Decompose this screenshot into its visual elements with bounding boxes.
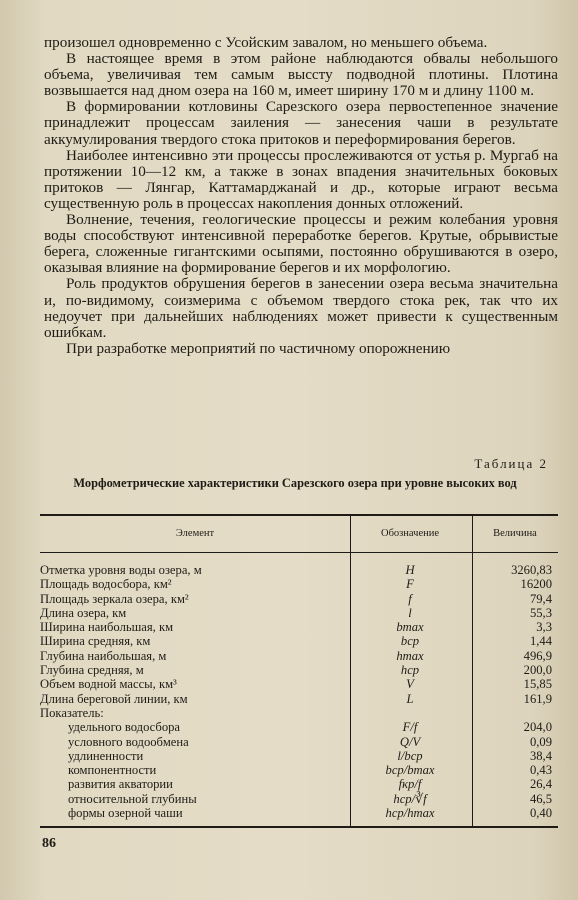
table-row [40, 634, 558, 648]
row-symbol: bср [400, 634, 420, 649]
row-value: 16200 [520, 577, 552, 592]
row-element: Глубина средняя, м [40, 663, 144, 678]
row-symbol: hср/∛f [393, 791, 427, 806]
header-element: Элемент [175, 528, 215, 539]
table-row [40, 606, 558, 620]
row-element: относительной глубины [68, 791, 197, 806]
row-symbol: Q/V [399, 734, 421, 749]
row-value: 0,40 [529, 806, 552, 821]
row-element: Отметка уровня воды озера, м [40, 563, 202, 577]
row-element: развития акватории [68, 777, 173, 792]
row-element: Площадь водосбора, км² [40, 577, 172, 592]
row-symbol: fкр/f [398, 777, 422, 792]
row-value: 3260,83 [511, 563, 552, 577]
table-row [40, 677, 558, 691]
row-symbol: bср/bmax [385, 763, 435, 778]
table-header [40, 518, 558, 550]
row-symbol: hср/hmax [385, 806, 435, 821]
row-value: 1,44 [529, 634, 552, 649]
table-row [40, 777, 558, 791]
table-row [40, 763, 558, 777]
row-value: 26,4 [529, 777, 552, 792]
paragraph-5: Волнение, течения, геологические процессы и режим колебания уровня воды способствуют интенсивной переработке берегов. Крутые, обрывистые берега, сложенные гигантскими осыпями, постоянно обрушиваются в озеро, оказывая влияние на формирование берегов и их морфологию. [44, 211, 558, 277]
page-number: 86 [42, 836, 56, 851]
row-value: 38,4 [529, 748, 552, 763]
paragraph-6: Роль продуктов обрушения берегов в занесении озера весьма значительна и, по-видимому, соизмерима с объемом твердого стока рек, так что их недоучет при дальнейших наблюдениях может привести к существенным ошибкам. [44, 275, 558, 341]
row-element: условного водообмена [68, 734, 189, 749]
row-value: 46,5 [529, 791, 552, 806]
table-row [40, 735, 558, 749]
row-element: Ширина средняя, км [40, 634, 151, 649]
row-element: формы озерной чаши [68, 806, 183, 821]
table-row [40, 649, 558, 663]
row-element: Показатель: [40, 705, 104, 720]
row-value: 200,0 [523, 663, 552, 678]
table-row [40, 663, 558, 677]
table-row [40, 577, 558, 591]
table-row [40, 563, 558, 577]
body-text [44, 35, 558, 357]
table-number: Таблица 2 [474, 456, 548, 471]
table-title: Морфометрические характеристики Сарезского озера при уровне высоких вод [73, 476, 517, 490]
row-value: 0,43 [529, 763, 552, 778]
row-symbol: l [408, 605, 412, 620]
table-row [40, 592, 558, 606]
table-row [40, 706, 558, 720]
row-value: 3,3 [536, 620, 552, 635]
row-value: 496,9 [523, 648, 552, 663]
row-value: 79,4 [529, 591, 552, 606]
row-symbol: V [406, 677, 414, 692]
row-element: Площадь зеркала озера, км² [40, 591, 189, 606]
table-header-rule [40, 552, 558, 553]
row-value: 204,0 [523, 720, 552, 735]
paragraph-1: произошел одновременно с Усойским завалом, но меньшего объема. [44, 34, 488, 51]
row-element: Ширина наибольшая, км [40, 620, 174, 635]
table-top-rule [40, 514, 558, 516]
row-element: Длина береговой линии, км [40, 691, 188, 706]
row-symbol: F [406, 577, 414, 592]
row-symbol: F/f [402, 720, 418, 735]
row-element: удельного водосбора [68, 720, 181, 735]
paragraph-4: Наиболее интенсивно эти процессы прослеживаются от устья р. Мургаб на протяжении 10—12 км, а также в зонах впадения значительных боковых притоков — Лянгар, Каттамарджанай и др., которые играют весьма существенную роль в процессах накопления донных отложений. [44, 146, 558, 212]
header-symbol: Обозначение [380, 528, 440, 539]
table-row [40, 692, 558, 706]
row-symbol: hср [400, 663, 420, 678]
header-value: Величина [493, 528, 537, 539]
paragraph-7: При разработке мероприятий по частичному опорожнению [66, 339, 451, 357]
table-bottom-rule [40, 826, 558, 828]
table-row [40, 806, 558, 820]
row-value: 55,3 [529, 605, 552, 620]
row-symbol: f [408, 591, 412, 606]
row-element: удлиненности [68, 748, 144, 763]
table-row [40, 792, 558, 806]
table-body [40, 563, 558, 820]
table-row [40, 720, 558, 734]
table-row [40, 620, 558, 634]
row-symbol: hmax [396, 648, 424, 663]
row-symbol: H [405, 563, 415, 577]
row-symbol: l/bср [397, 748, 423, 763]
row-element: Длина озера, км [40, 605, 127, 620]
row-element: Глубина наибольшая, м [40, 648, 167, 663]
row-element: компонентности [68, 763, 157, 778]
row-element: Объем водной массы, км³ [40, 677, 177, 692]
row-symbol: bmax [396, 620, 424, 635]
paragraph-2: В настоящее время в этом районе наблюдаются обвалы небольшого объема, увеличивая тем самым выссту подводной плотины. Плотина возвышается над дном озера на 160 м, имеет ширину 170 м и длину 1100 м. [44, 50, 558, 100]
row-value: 161,9 [523, 691, 552, 706]
paragraph-3: В формировании котловины Сарезского озера первостепенное значение принадлежит процессам заиления — занесения чаши в результате аккумулирования твердого стока притоков и переформирования берегов. [44, 98, 558, 148]
row-value: 0,09 [529, 734, 552, 749]
row-symbol: L [406, 691, 414, 706]
row-value: 15,85 [523, 677, 552, 692]
table-row [40, 749, 558, 763]
